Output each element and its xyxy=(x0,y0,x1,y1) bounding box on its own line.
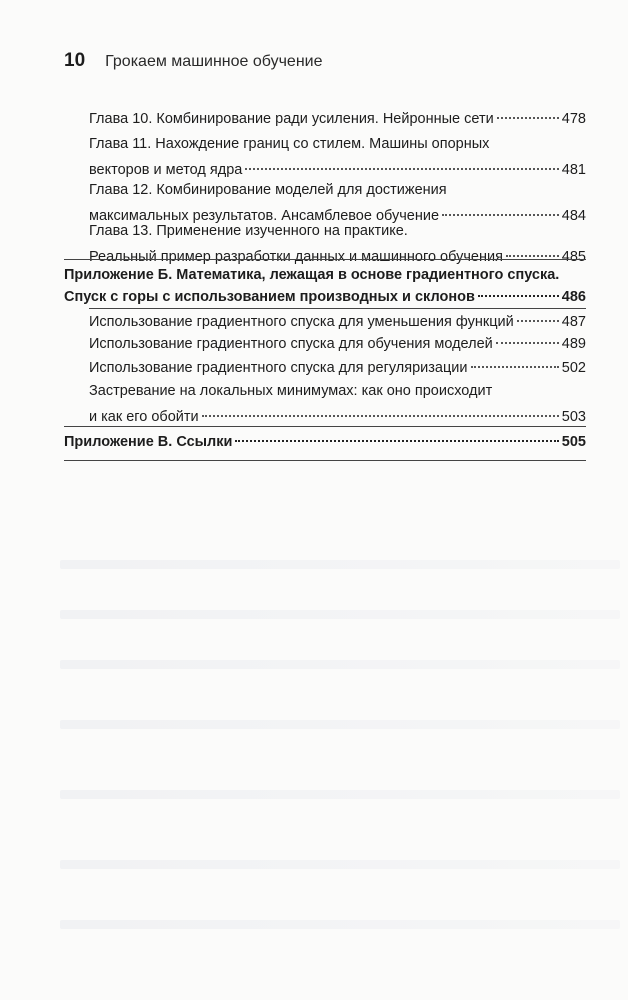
page-number: 10 xyxy=(64,50,86,71)
toc-entry-title: Глава 13. Применение изученного на практике. xyxy=(89,223,408,239)
leader-dots xyxy=(442,214,559,216)
toc-entry-chapter-10[interactable] xyxy=(89,109,586,129)
show-through-line xyxy=(60,920,620,929)
show-through-line xyxy=(60,660,620,669)
leader-dots xyxy=(517,320,559,322)
toc-page-number: 481 xyxy=(561,162,586,178)
toc-entry-title: Приложение Б. Математика, лежащая в основе градиентного спуска. xyxy=(64,267,560,283)
toc-entry-title: Глава 10. Комбинирование ради усиления. Нейронные сети xyxy=(89,111,494,127)
toc-entry-title: Использование градиентного спуска для регуляризации xyxy=(89,360,468,376)
leader-dots xyxy=(235,440,558,442)
toc-entry-appendix-b[interactable] xyxy=(64,265,586,307)
toc-entry-title: Приложение В. Ссылки xyxy=(64,434,233,450)
leader-dots xyxy=(506,255,559,257)
leader-dots xyxy=(478,295,559,297)
toc-entry-chapter-13[interactable] xyxy=(89,221,586,267)
toc-page-number: 485 xyxy=(561,249,586,265)
show-through-line xyxy=(60,610,620,619)
toc-entry-title-cont: максимальных результатов. Ансамблевое обучение xyxy=(89,208,440,224)
leader-dots xyxy=(245,168,558,170)
show-through-line xyxy=(60,720,620,729)
show-through-line xyxy=(60,790,620,799)
toc-entry-b-section-4[interactable] xyxy=(89,381,586,427)
section-divider xyxy=(64,460,586,461)
leader-dots xyxy=(471,366,559,368)
toc-page-number: 502 xyxy=(561,360,586,376)
running-title: Грокаем машинное обучение xyxy=(105,53,323,70)
toc-entry-appendix-v[interactable] xyxy=(64,432,586,452)
toc-page-number: 487 xyxy=(561,314,586,330)
toc-entry-b-section-2[interactable] xyxy=(89,334,586,354)
toc-entry-title: Застревание на локальных минимумах: как оно происходит xyxy=(89,383,493,399)
toc-page-number: 486 xyxy=(561,289,586,305)
toc-entry-b-section-3[interactable] xyxy=(89,358,586,378)
toc-entry-title: Глава 12. Комбинирование моделей для достижения xyxy=(89,182,447,198)
toc-page-number: 503 xyxy=(561,409,586,425)
toc-entry-title-cont: векторов и метод ядра xyxy=(89,162,243,178)
toc-entry-title: Использование градиентного спуска для обучения моделей xyxy=(89,336,493,352)
show-through-line xyxy=(60,560,620,569)
toc-entry-chapter-11[interactable] xyxy=(89,134,586,180)
section-divider xyxy=(89,308,586,309)
leader-dots xyxy=(202,415,559,417)
page-header xyxy=(64,50,323,72)
toc-page-number: 489 xyxy=(561,336,586,352)
leader-dots xyxy=(496,342,559,344)
toc-page-number: 478 xyxy=(561,111,586,127)
leader-dots xyxy=(497,117,559,119)
toc-page-number: 505 xyxy=(561,434,586,450)
toc-entry-title-cont: Реальный пример разработки данных и машинного обучения xyxy=(89,249,503,265)
show-through-line xyxy=(60,860,620,869)
section-divider xyxy=(64,259,586,260)
toc-entry-b-section-1[interactable] xyxy=(89,312,586,332)
toc-entry-chapter-12[interactable] xyxy=(89,180,586,226)
toc-entry-title: Использование градиентного спуска для уменьшения функций xyxy=(89,314,514,330)
section-divider xyxy=(64,426,586,427)
toc-page-number: 484 xyxy=(561,208,586,224)
toc-entry-title: Глава 11. Нахождение границ со стилем. Машины опорных xyxy=(89,136,490,152)
toc-entry-title-cont: и как его обойти xyxy=(89,409,199,425)
toc-entry-title-cont: Спуск с горы с использованием производных и склонов xyxy=(64,289,475,305)
